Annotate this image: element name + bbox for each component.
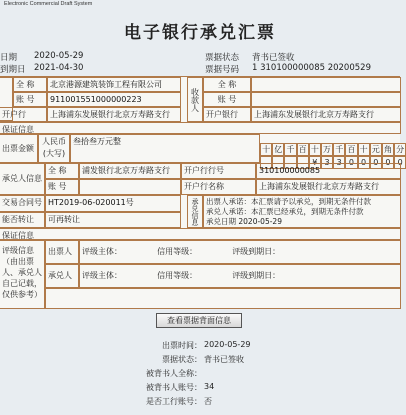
currency-note: (大写) bbox=[42, 149, 66, 158]
amount-unit-cell: 千 bbox=[284, 143, 296, 156]
contract-label: 交易合同号 bbox=[0, 195, 45, 212]
acceptor-account bbox=[79, 179, 181, 195]
footer-endorsee-account: 34 bbox=[204, 382, 215, 391]
amount-digit-cell: 0 bbox=[345, 156, 357, 169]
acceptor-account-label: 账 号 bbox=[45, 179, 79, 195]
rating-acceptor-row bbox=[79, 264, 401, 288]
amount-unit-cell: 十 bbox=[260, 143, 272, 156]
payee-account-label: 账 号 bbox=[203, 92, 251, 107]
acceptor-name-label: 全 称 bbox=[45, 163, 79, 179]
drawer-rating-level-label: 信用等级： bbox=[157, 247, 198, 256]
rating-label: 评级信息（由出票人、承兑人自己记载，仅供参考） bbox=[0, 240, 45, 309]
footer-status: 背书已签收 bbox=[204, 355, 244, 364]
footer-status-label: 票据状态： bbox=[162, 355, 202, 364]
amount-unit-cell: 十 bbox=[358, 143, 370, 156]
amount-unit-cell: 十 bbox=[309, 143, 321, 156]
amount-digit-cell: 3 bbox=[321, 156, 333, 169]
payee-bank: 上海浦东发展银行北京万寿路支行 bbox=[251, 107, 401, 122]
drawer-bank: 上海浦东发展银行北京万寿路支行 bbox=[47, 107, 181, 122]
drawer-account: 911001551000000223 bbox=[47, 92, 181, 107]
currency: 人民币 bbox=[42, 137, 66, 146]
acceptance-line-1: 出票人承诺：本汇票请予以承兑，到期无条件付款 bbox=[206, 197, 371, 206]
payee-name-label: 全 称 bbox=[203, 77, 251, 92]
footer-endorsee-name-label: 被背书人全称： bbox=[146, 369, 202, 378]
due-date-label: 到期日 bbox=[0, 65, 26, 75]
drawer-account-label: 账 号 bbox=[13, 92, 47, 107]
acceptance-side-label: 承兑信息 bbox=[187, 195, 203, 228]
drawer-name: 北京港源建筑装饰工程有限公司 bbox=[47, 77, 181, 92]
acceptor-rating-expire-label: 评级到期日： bbox=[232, 271, 281, 280]
guarantee-label: 保证信息 bbox=[0, 122, 401, 134]
amount-label: 出票金额 bbox=[0, 134, 38, 163]
rating-drawer-label: 出票人 bbox=[45, 240, 79, 264]
footer-our-bank-label: 是否工行账号： bbox=[146, 397, 202, 406]
amount-unit-cell: 千 bbox=[333, 143, 345, 156]
view-back-info-button[interactable]: 查看票据背面信息 bbox=[156, 313, 242, 328]
rating-acceptor-label: 承兑人 bbox=[45, 264, 79, 288]
amount-digit-cell: 3 bbox=[333, 156, 345, 169]
amount-unit-cell: 万 bbox=[321, 143, 333, 156]
acceptor-name: 浦发银行北京万寿路支行 bbox=[79, 163, 181, 179]
amount-digit-cell: 0 bbox=[370, 156, 382, 169]
footer-issue-time: 2020-05-29 bbox=[204, 340, 251, 349]
drawer-bank-label: 开户行 bbox=[0, 107, 47, 122]
payee-account bbox=[251, 92, 401, 107]
amount-digit-cell: 0 bbox=[394, 156, 406, 169]
acceptor-bank-no: 310100000085 bbox=[256, 163, 401, 179]
currency-cell bbox=[38, 134, 70, 163]
transfer-value: 可再转让 bbox=[45, 212, 181, 228]
status-label: 票据状态 bbox=[205, 53, 240, 63]
footer-issue-time-label: 出票时间： bbox=[162, 341, 202, 350]
amount-unit-cell: 元 bbox=[370, 143, 382, 156]
amount-unit-cell: 百 bbox=[297, 143, 309, 156]
contract-number: HT2019-06-020011号 bbox=[45, 195, 181, 212]
amount-digit-cell: 0 bbox=[358, 156, 370, 169]
number-label: 票据号码 bbox=[205, 65, 240, 75]
payee-name bbox=[251, 77, 401, 92]
payee-bank-label: 开户银行 bbox=[203, 107, 251, 122]
bill-number: 1 310100000085 20200529 bbox=[252, 63, 371, 73]
acceptor-bank-label: 开户行名称 bbox=[181, 179, 256, 195]
due-date: 2021-04-30 bbox=[34, 63, 84, 73]
payee-side-label: 收款人 bbox=[187, 77, 203, 122]
drawer-name-label: 全 称 bbox=[13, 77, 47, 92]
drawer-rating-expire-label: 评级到期日： bbox=[232, 247, 281, 256]
system-name: Electronic Commercial Draft System bbox=[4, 1, 93, 7]
amount-digit-cell: ¥ bbox=[309, 156, 321, 169]
amount-unit-cell: 百 bbox=[345, 143, 357, 156]
transfer-label: 能否转让 bbox=[0, 212, 45, 228]
acceptor-bank-name: 上海浦东发展银行北京万寿路支行 bbox=[256, 179, 401, 195]
issue-date: 2020-05-29 bbox=[34, 51, 84, 61]
amount-unit-cell: 角 bbox=[382, 143, 394, 156]
amount-unit-cell: 分 bbox=[394, 143, 406, 156]
acceptance-line-2: 承兑人承诺：本汇票已经承兑，到期无条件付款 bbox=[206, 207, 364, 216]
guarantee-label-2: 保证信息 bbox=[0, 228, 401, 240]
footer-endorsee-account-label: 被背书人账号： bbox=[146, 383, 202, 392]
amount-digit-cell: 0 bbox=[382, 156, 394, 169]
issue-date-label: 日期 bbox=[0, 53, 18, 63]
acceptor-label: 承兑人信息 bbox=[0, 163, 45, 195]
rating-blank-row bbox=[45, 288, 401, 309]
acceptance-line-3: 承兑日期 2020-05-29 bbox=[206, 217, 282, 226]
rating-drawer-row bbox=[79, 240, 401, 264]
acceptor-rating-level-label: 信用等级： bbox=[157, 271, 198, 280]
amount-words: 叁拾叁万元整 bbox=[70, 134, 260, 163]
amount-unit-cell: 亿 bbox=[272, 143, 284, 156]
acceptor-bank-no-label: 开户行行号 bbox=[181, 163, 256, 179]
page-title: 电子银行承兑汇票 bbox=[124, 23, 276, 43]
acceptor-rating-subject-label: 评级主体： bbox=[82, 271, 122, 280]
footer-our-bank: 否 bbox=[204, 397, 212, 406]
amount-units-row bbox=[260, 143, 406, 156]
status-value: 背书已签收 bbox=[252, 53, 295, 63]
acceptance-block bbox=[203, 195, 401, 228]
drawer-rating-subject-label: 评级主体： bbox=[82, 247, 122, 256]
bill-face bbox=[0, 76, 405, 308]
